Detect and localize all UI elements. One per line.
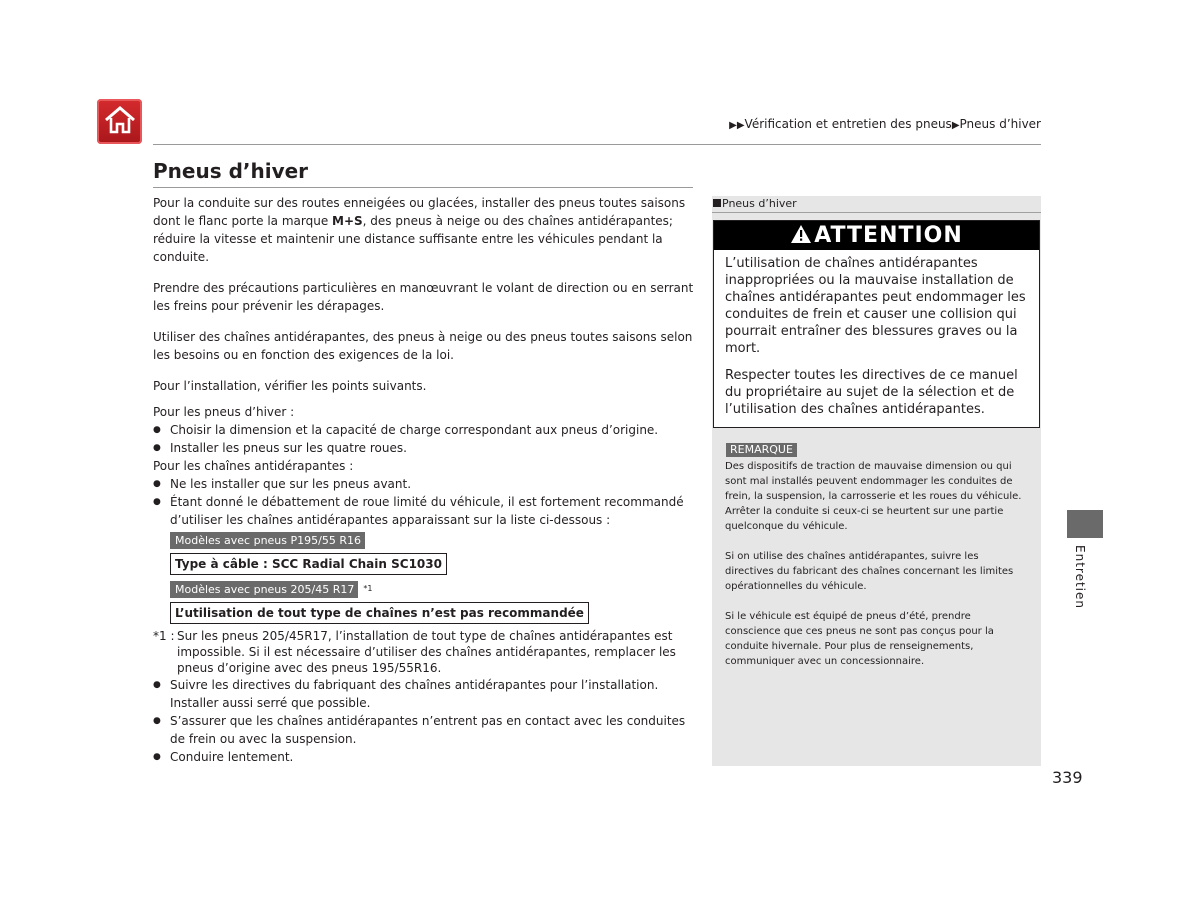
remarque-text-1: Des dispositifs de traction de mauvaise dimension ou qui sont mal installés peuvent endommager les conduites de frein, la suspension, la carrosserie et les roues du véhicule. Arrêter la conduite si ceux-ci se heurtent sur une partie quelconque du véhicule. [725,461,1022,532]
breadcrumb-current: Pneus d’hiver [959,117,1041,131]
section-tab-label: Entretien [1073,545,1087,609]
list-item: ● Étant donné le débattement de roue limité du véhicule, il est fortement recommandé d’utiliser les chaînes antidérapantes apparaissant sur la liste ci-dessous : Modèles avec pneus P195/55 R16 Type à câble : SCC Radial Chain SC1030 Modèles avec pneus 205/45 R17 *1 L’utilisation de tout type de chaînes n’est pas recommandée [153,493,698,624]
footnote-ref: *1 [363,584,373,593]
page-title: Pneus d’hiver [153,159,309,183]
section-tab-marker[interactable] [1067,510,1103,538]
breadcrumb-arrow-icon: ▶▶ [729,120,745,131]
side-panel [712,196,1041,766]
home-icon [103,105,137,139]
remarque-notes [725,459,1029,669]
side-panel-header: Pneus d’hiver [712,196,1041,213]
remarque-text-2: Si on utilise des chaînes antidérapantes, suivre les directives du fabricant des chaînes concernant les limites opérationnelles du véhicule. [725,551,1014,592]
attention-title: ATTENTION [814,223,963,248]
attention-text-1: L’utilisation de chaînes antidérapantes inappropriées ou la mauvaise installation de chaînes antidérapantes peut endommager les conduites de frein et causer une collision qui pourrait entraîner des blessures graves ou la mort. [725,256,1026,356]
chain-type-box: Type à câble : SCC Radial Chain SC1030 [170,553,447,575]
attention-bar [714,221,1039,250]
bullet-icon: ● [153,425,161,435]
bullet-icon: ● [153,680,161,690]
list-item: ● Installer les pneus sur les quatre roues. [153,441,407,455]
page-number: 339 [1052,768,1083,787]
model-tag-205: Modèles avec pneus 205/45 R17 [170,581,358,598]
chains-heading: Pour les chaînes antidérapantes : [153,459,354,473]
reference-arrow-icon [713,199,721,207]
home-button[interactable] [97,99,142,144]
list-item: ● Suivre les directives du fabriquant des chaînes antidérapantes pour l’installation. Installer aussi serré que possible. [153,678,659,710]
attention-text-2: Respecter toutes les directives de ce manuel du propriétaire au sujet de la sélection et de l’utilisation des chaînes antidérapantes. [725,368,1018,417]
not-recommended-box: L’utilisation de tout type de chaînes n’est pas recommandée [170,602,589,624]
warning-triangle-icon [790,223,814,249]
precaution-paragraph: Prendre des précautions particulières en manœuvrant le volant de direction ou en serrant les freins pour prévenir les dérapages. [153,281,694,313]
breadcrumb-arrow-icon: ▶ [951,120,960,131]
list-item: ● Conduire lentement. [153,750,294,764]
attention-box [713,220,1040,428]
intro-paragraph: Pour la conduite sur des routes enneigées ou glacées, installer des pneus toutes saisons dont le flanc porte la marque M+S, des pneus à neige ou des chaînes antidérapantes; réduire la vitesse et maintenir une distance suffisante entre les véhicules pendant la conduite. [153,196,686,264]
bullet-icon: ● [153,716,161,726]
main-content [153,194,698,766]
list-item: ● Choisir la dimension et la capacité de charge correspondant aux pneus d’origine. [153,423,659,437]
remarque-text-3: Si le véhicule est équipé de pneus d’été, prendre conscience que ces pneus ne sont pas conçus pour la conduite hivernale. Pour plus de renseignements, communiquer avec un concessionnaire. [725,611,994,667]
bullet-icon: ● [153,443,161,453]
breadcrumb-link-tire-maintenance[interactable]: Vérification et entretien des pneus [744,117,952,131]
ms-mark: M+S [332,214,363,228]
installation-intro: Pour l’installation, vérifier les points suivants. [153,379,427,393]
footnote: *1 : Sur les pneus 205/45R17, l’installation de tout type de chaînes antidérapantes est impossible. Si il est nécessaire d’utiliser des chaînes antidérapantes, remplacer les pneus d’origine avec des pneus 195/55R16. [153,629,676,675]
title-divider [153,187,693,188]
model-tag-p195: Modèles avec pneus P195/55 R16 [170,532,365,549]
bullet-icon: ● [153,752,161,762]
winter-tires-heading: Pour les pneus d’hiver : [153,405,295,419]
bullet-icon: ● [153,497,161,507]
list-item: ● Ne les installer que sur les pneus avant. [153,477,412,491]
remarque-tag: REMARQUE [726,443,797,457]
requirement-paragraph: Utiliser des chaînes antidérapantes, des pneus à neige ou des pneus toutes saisons selon les besoins ou en fonction des exigences de la loi. [153,330,693,362]
bullet-icon: ● [153,479,161,489]
list-item: ● S’assurer que les chaînes antidérapantes n’entrent pas en contact avec les conduites de frein ou avec la suspension. [153,714,686,746]
header-divider [153,144,1041,145]
breadcrumb [729,117,1041,131]
